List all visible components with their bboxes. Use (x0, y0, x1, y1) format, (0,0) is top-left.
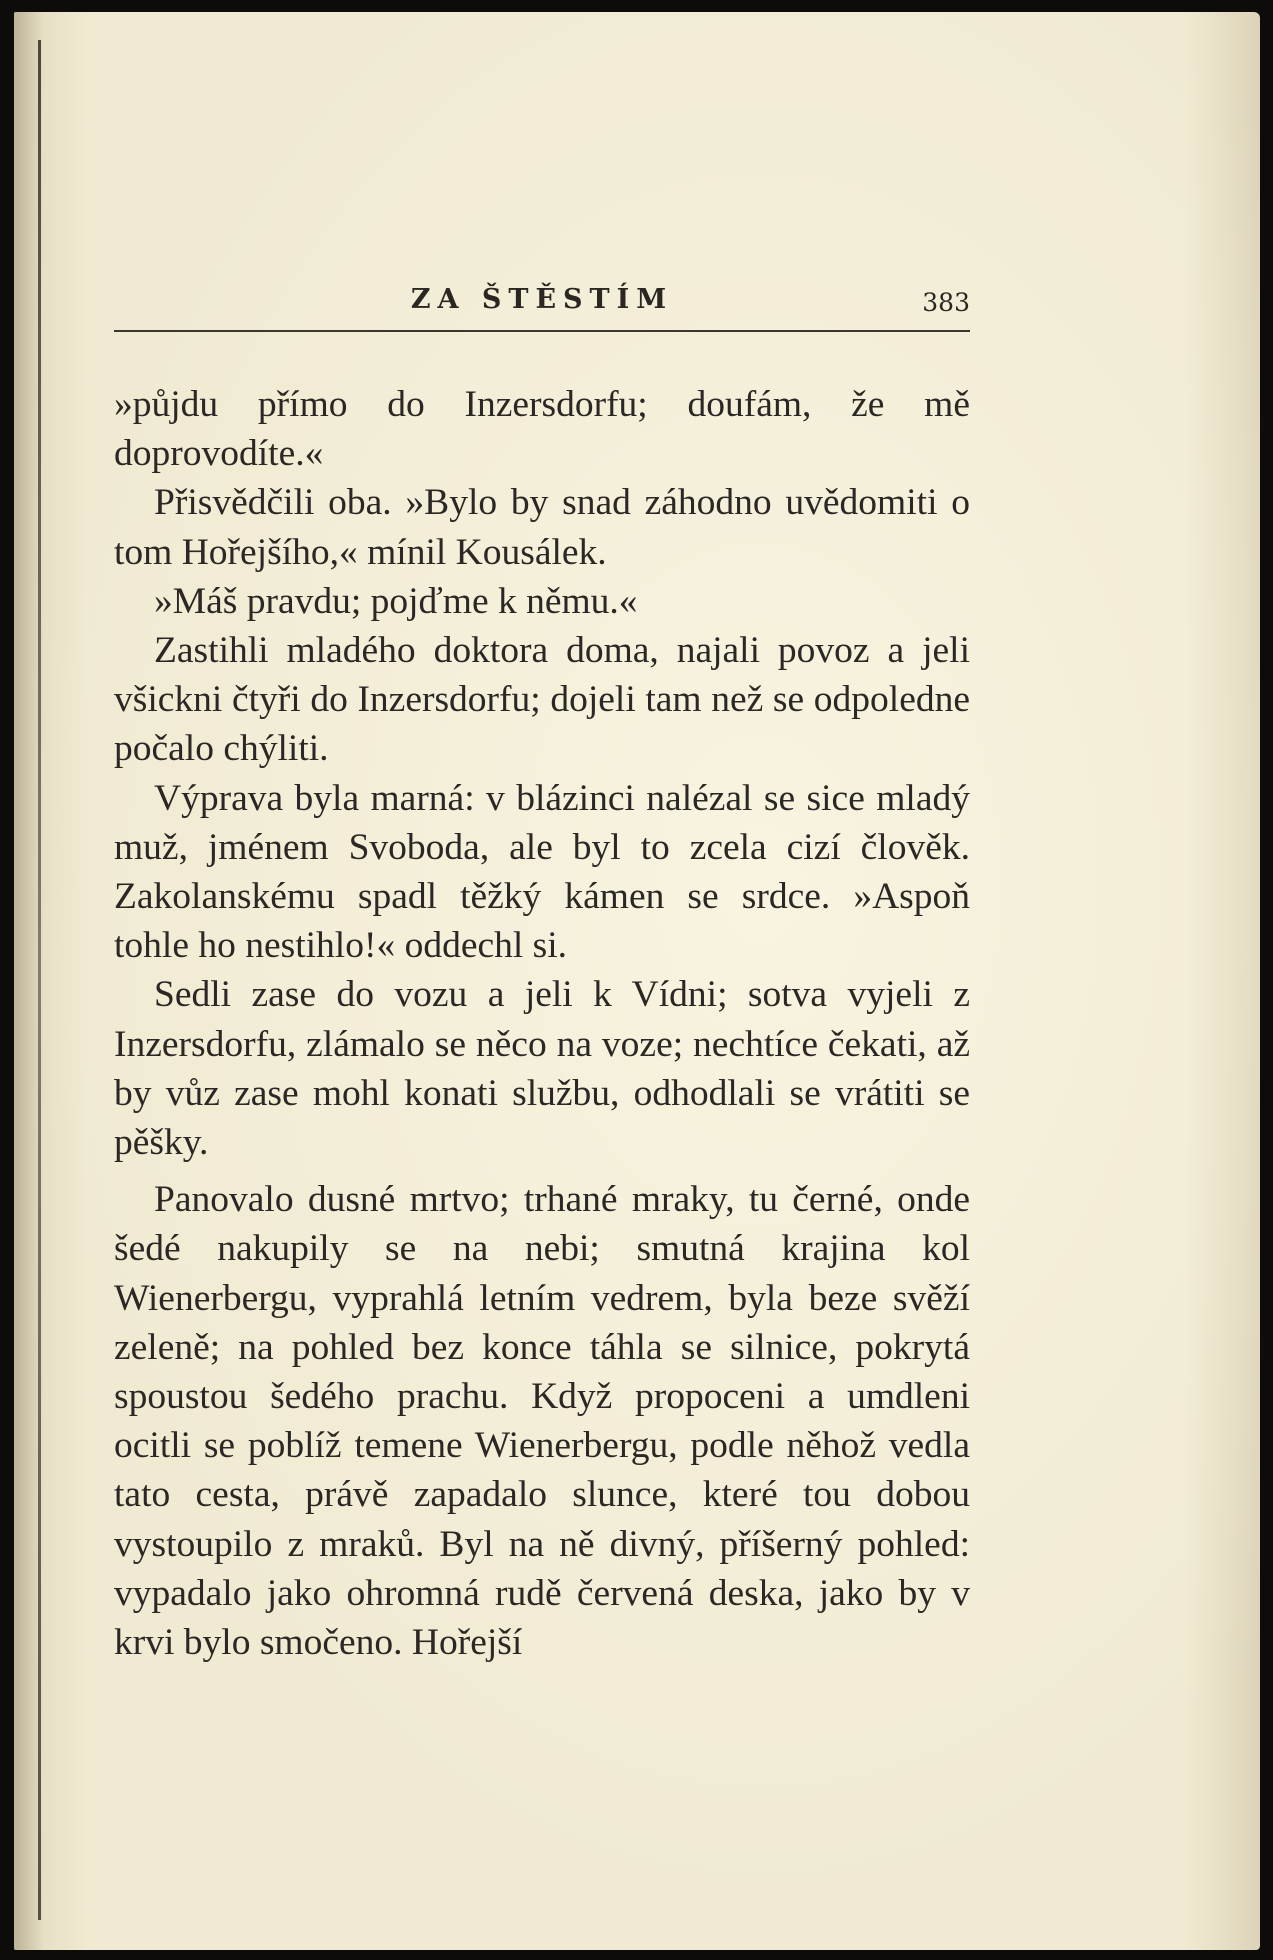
paragraph-1: »půjdu přímo do Inzersdorfu; doufám, že mě doprovodíte.« (114, 384, 970, 475)
page-number: 383 (922, 288, 970, 317)
paragraph-7: Panovalo dusné mrtvo; trhané mraky, tu černé, onde šedé nakupily se na nebi; smutná krajina kol Wienerbergu, vyprahlá letním vedrem, byla beze svěží zeleně; na pohled bez konce táhla se silnice, pokrytá spoustou šedého prachu. Když propoceni a umdleni ocitli se poblíž temene Wienerbergu, podle něhož vedla tato cesta, právě zapadalo slunce, které tou dobou vystoupilo z mraků. Byl na ně divný, příšerný pohled: vypadalo jako ohromná rudě červená deska, jako by v krvi bylo smočeno. Hořejší (114, 1179, 970, 1664)
paragraph-6: Sedli zase do vozu a jeli k Vídni; sotva vyjeli z Inzersdorfu, zlámalo se něco na voze; nechtíce čekati, až by vůz zase mohl konati službu, odhodlali se vrátiti se pěšky. (114, 974, 970, 1164)
page-gutter-line (38, 40, 41, 1920)
paragraph-3: »Máš pravdu; pojďme k němu.« (154, 580, 638, 622)
running-title: ZA ŠTĚSTÍM (410, 284, 674, 315)
body-text (114, 380, 970, 1667)
paragraph-2: Přisvědčili oba. »Bylo by snad záhodno uvědomiti o tom Hořejšího,« mínil Kousálek. (114, 482, 970, 573)
paragraph-4: Zastihli mladého doktora doma, najali povoz a jeli všickni čtyři do Inzersdorfu; dojeli tam než se odpoledne počalo chýliti. (114, 630, 970, 770)
paragraph-5: Výprava byla marná: v blázinci nalézal se sice mladý muž, jménem Svoboda, ale byl to zcela cizí člověk. Zakolanskému spadl těžký kámen se srdce. »Aspoň tohle ho nestihlo!« oddechl si. (114, 777, 970, 967)
running-header (114, 282, 970, 332)
